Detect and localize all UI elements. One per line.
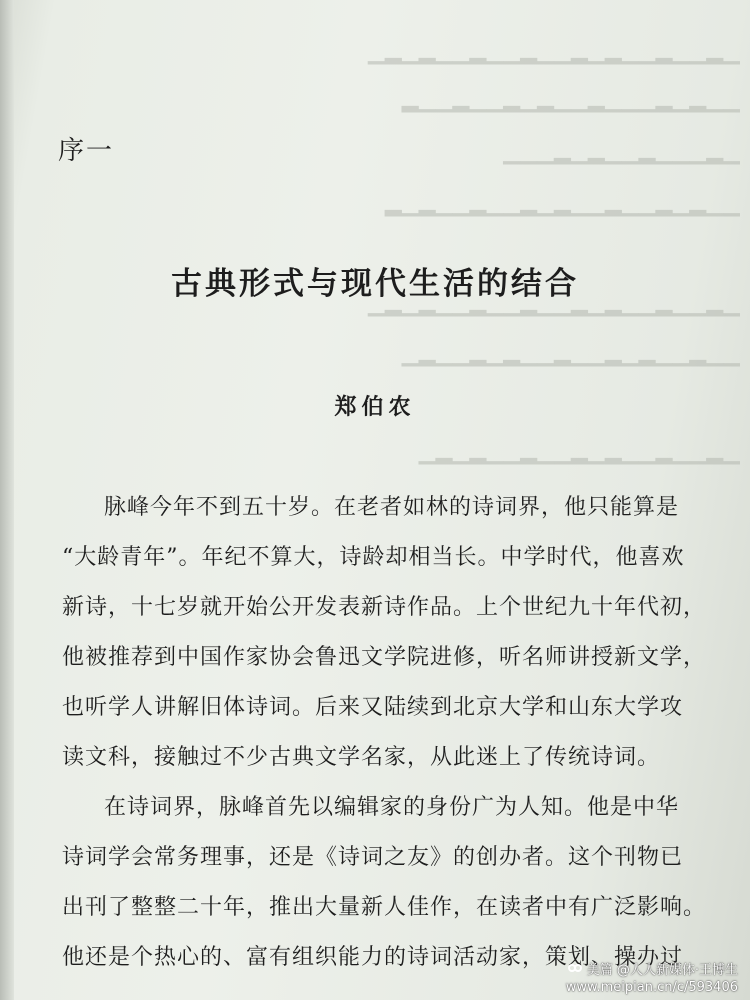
bleed-through-texture: ▁▂▁▁▁▂▁▁▂▁▂▁▁▁ [503,140,740,165]
bleed-through-texture: ▁▁▂▁▂▁▁▁▂▁▁▂▁▂▁▁▂▁▁▂ [401,88,740,113]
paragraph-1-line: 脉峰今年不到五十岁。在老者如林的诗词界，他只能算是 [104,495,680,520]
paragraph-1-line: 他被推荐到中国作家协会鲁迅文学院进修，听名师讲授新文学， [62,645,707,670]
paragraph-1-line: “大龄青年”。年纪不算大，诗龄却相当长。中学时代，他喜欢 [62,545,685,570]
article-title: 古典形式与现代生活的结合 [171,266,579,302]
watermark-url: www.meipian.cn/c/593406 [565,980,738,995]
paragraph-1-line: 也听学人讲解旧体诗词。后来又陆续到北京大学和山东大学攻 [62,695,684,720]
paragraph-2-line: 在诗词界，脉峰首先以编辑家的身份广为人知。他是中华 [104,795,680,820]
bleed-through-texture: ▁▂▁▁▂▁▁▂▁▂▁▁▂▁▁▂▁▁▂▁▂▁ [367,40,740,65]
article-author: 郑伯农 [334,394,416,420]
section-label: 序一 [58,136,115,166]
bleed-through-texture: ▁▁▂▁▂▁▁▂▁▁▂▁▂▁▁▂▁▁▂▁▂ [384,192,740,217]
paragraph-2-line: 诗词学会常务理事，还是《诗词之友》的创办者。这个刊物已 [62,845,684,870]
paragraph-1-line: 新诗，十七岁就开始公开发表新诗作品。上个世纪九十年代初， [62,595,707,620]
paragraph-2-line: 他还是个热心的、富有组织能力的诗词活动家，策划、操办过 [62,945,684,970]
bleed-through-texture: ▁▁▂▁▁▂▁▂▁▁▂▁▁▂▁▂▁▁▂▁ [401,342,740,367]
watermark [566,962,738,996]
watermark-credit: 美篇 @人人新媒体·王博生 [586,963,738,978]
bleed-through-texture: ▁▂▁▁▂▁▁▂▁▂▁▁▂▁▁▂▁▂▁ [418,440,740,465]
meipian-logo-icon [568,962,584,976]
paragraph-2-line: 出刊了整整二十年，推出大量新人佳作，在读者中有广泛影响。 [62,895,707,920]
bleed-through-texture: ▁▂▁▁▂▁▁▂▁▂▁▁▂▁▁▂▁▁▂▁▂▁ [367,292,740,317]
page-gutter-shadow [0,0,14,1000]
paragraph-1-line: 读文科，接触过不少古典文学名家，从此迷上了传统诗词。 [62,745,661,770]
